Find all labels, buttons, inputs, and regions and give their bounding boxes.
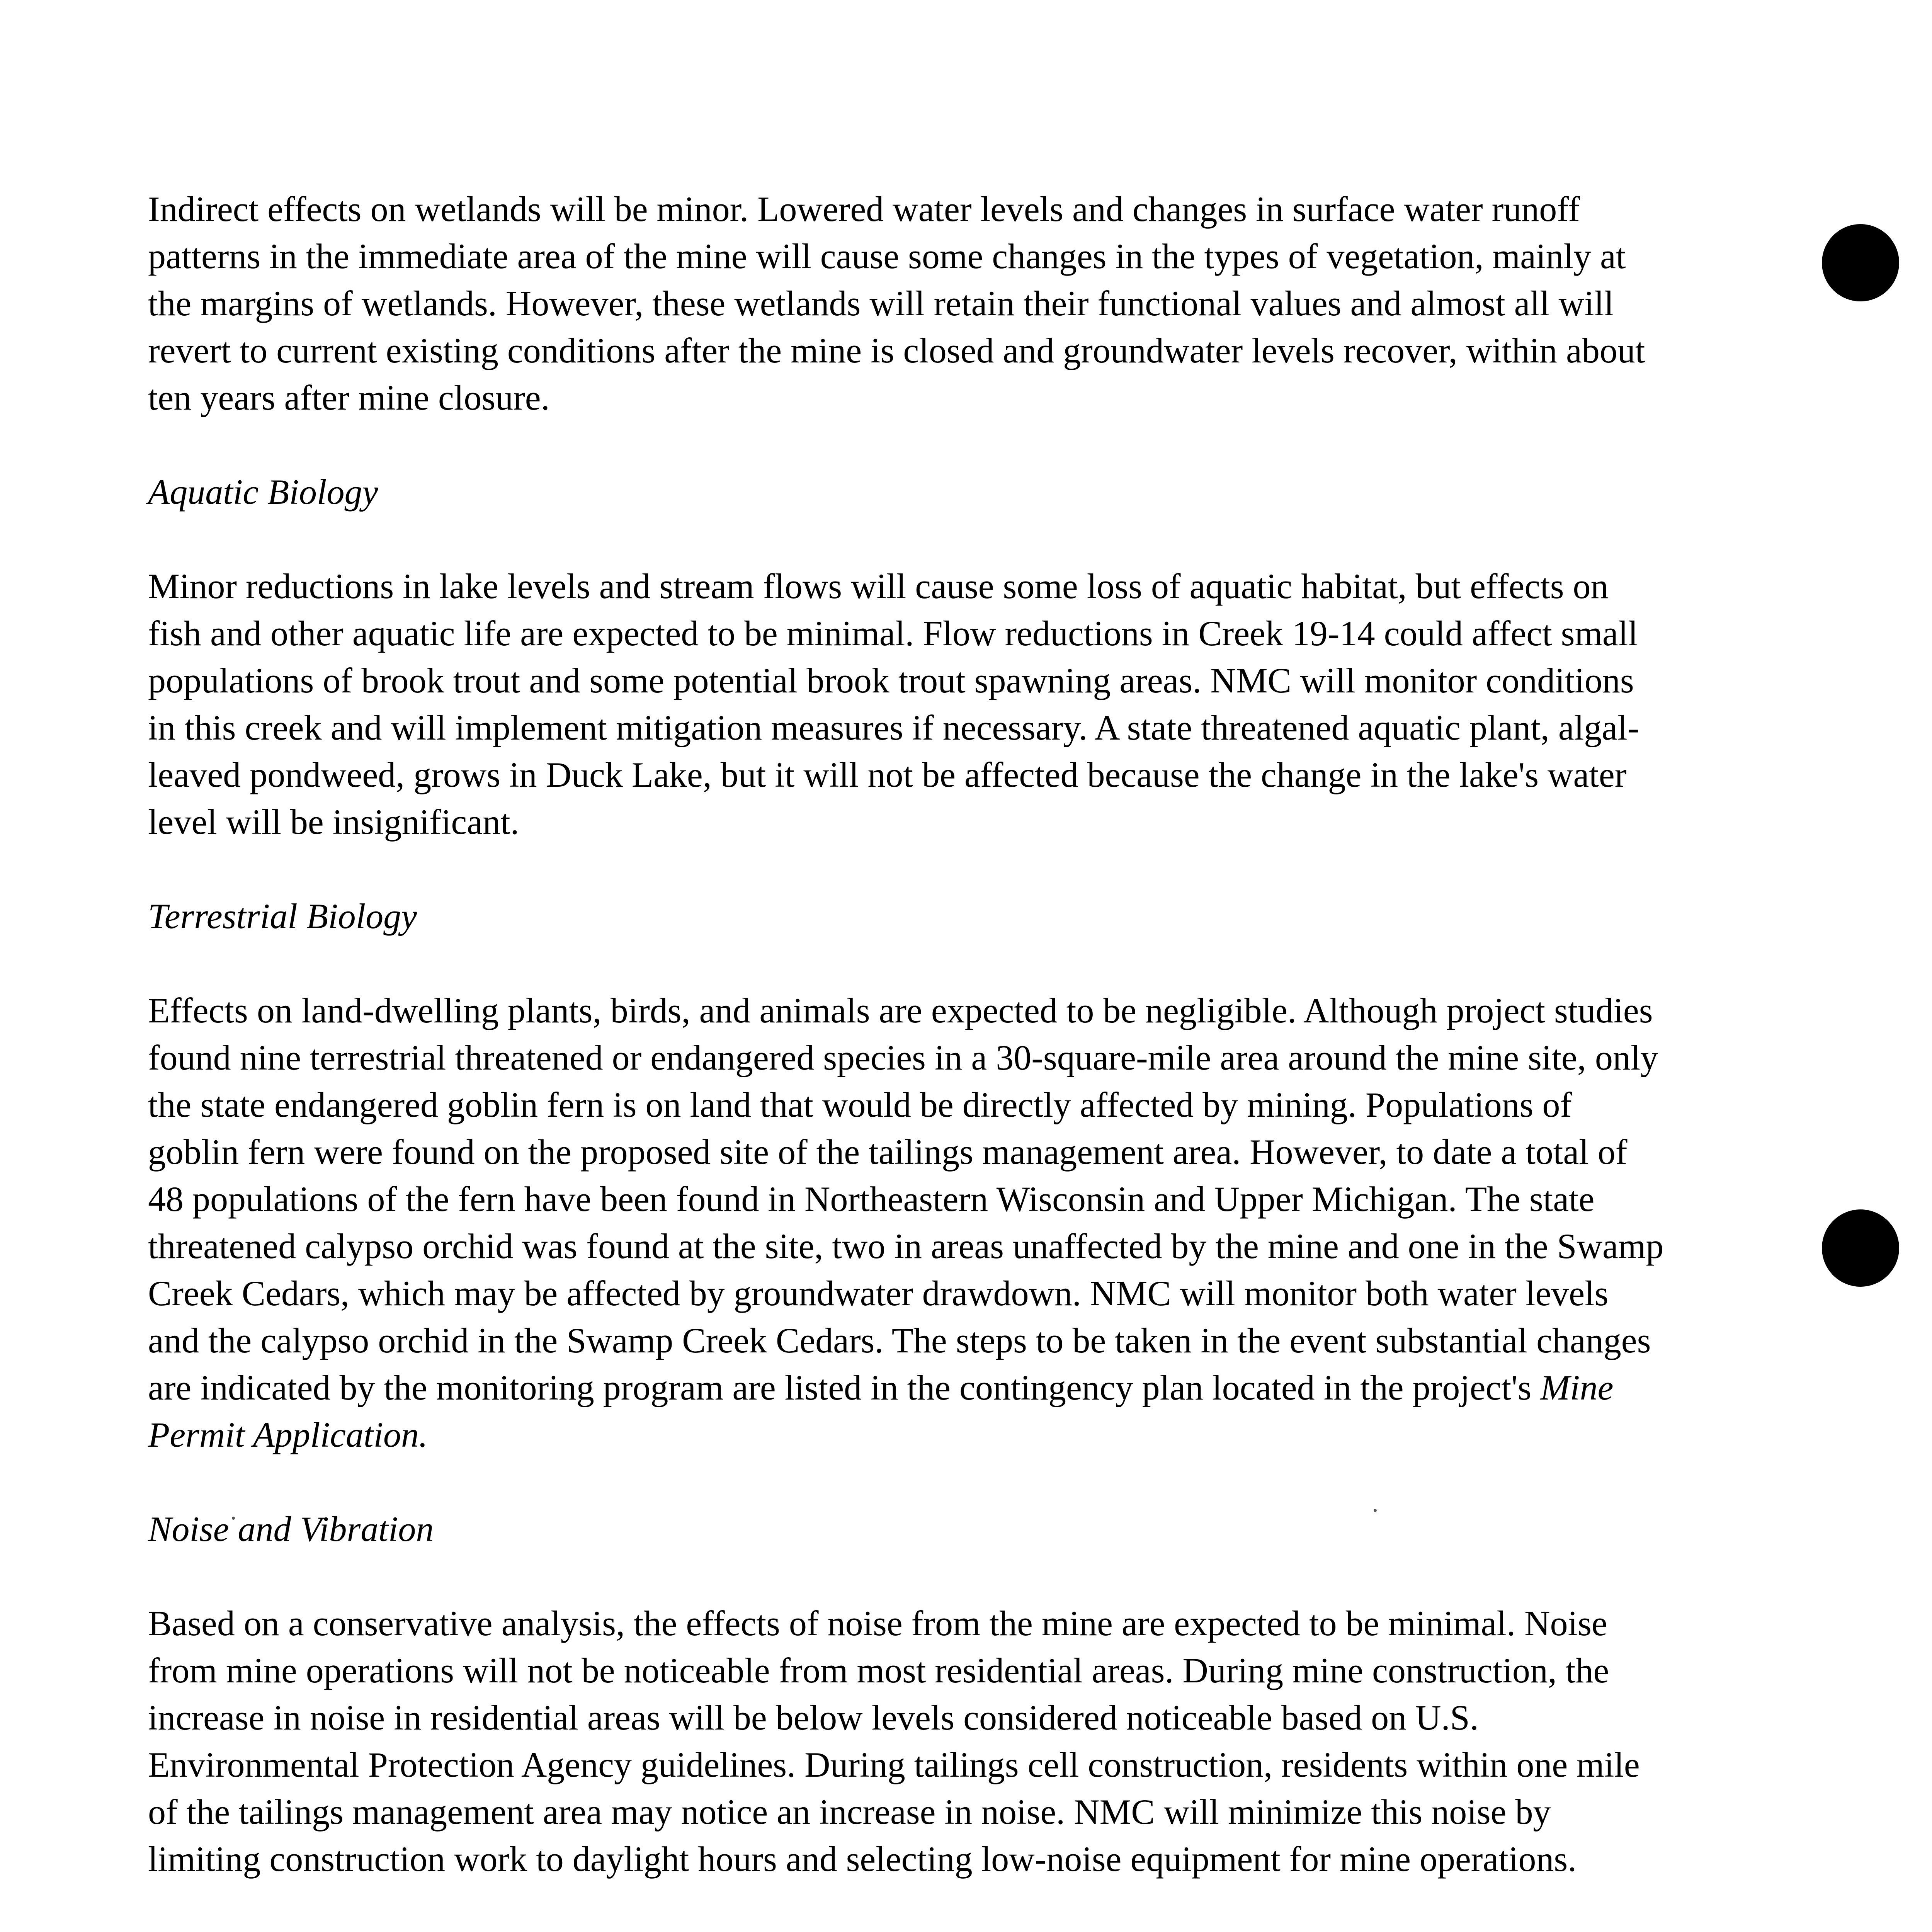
wetlands-paragraph: Indirect effects on wetlands will be minor. Lowered water levels and changes in surface water runoff patterns in the immediate area of the mine will cause some changes in the types of vegetation, mainly at the margins of wetlands. However, these wetlands will retain their functional values and almost all will revert to current existing conditions after the mine is closed and groundwater levels recover, within about ten years after mine closure. <box>148 189 1645 417</box>
noise-paragraph: Based on a conservative analysis, the effects of noise from the mine are expected to be minimal. Noise from mine operations will not be noticeable from most residential areas. During mine construction, the increase in noise in residential areas will be below levels considered noticeable based on U.S. Environmental Protection Agency guidelines. During tailings cell construction, residents within one mile of the tailings management area may notice an increase in noise. NMC will minimize this noise by limiting construction work to daylight hours and selecting low-noise equipment for mine operations. <box>148 1604 1640 1879</box>
terrestrial-biology-heading: Terrestrial Biology <box>148 896 417 936</box>
aquatic-biology-heading: Aquatic Biology <box>148 472 378 512</box>
document-body <box>148 185 1667 1932</box>
terrestrial-biology-text: Effects on land-dwelling plants, birds, and animals are expected to be negligible. Although project studies found nine terrestrial threatened or endangered species in a 30-square-mile area around the mine site, only the state endangered goblin fern is on land that would be directly affected by mining. Populations of goblin fern were found on the proposed site of the tailings management area. However, to date a total of 48 populations of the fern have been found in Northeastern Wisconsin and Upper Michigan. The state threatened calypso orchid was found at the site, two in areas unaffected by the mine and one in the Swamp Creek Cedars, which may be affected by groundwater drawdown. NMC will monitor both water levels and the calypso orchid in the Swamp Creek Cedars. The steps to be taken in the event substantial changes are indicated by the monitoring program are listed in the contingency plan located in the project's <box>148 991 1664 1407</box>
noise-and-vibration-heading: Noise and Vibration <box>148 1509 434 1549</box>
vibration-paragraph <box>148 1930 1667 1932</box>
binder-hole-middle <box>1822 1209 1899 1287</box>
aquatic-biology-paragraph: Minor reductions in lake levels and stream flows will cause some loss of aquatic habitat, but effects on fish and other aquatic life are expected to be minimal. Flow reductions in Creek 19-14 could affect small populations of brook trout and some potential brook trout spawning areas. NMC will monitor conditions in this creek and will implement mitigation measures if necessary. A state threatened aquatic plant, algal-leaved pondweed, grows in Duck Lake, but it will not be affected because the change in the lake's water level will be insignificant. <box>148 566 1639 842</box>
terrestrial-biology-paragraph <box>148 987 1667 1458</box>
mine-permit-application-reference: Mine Permit Application. <box>148 1368 1614 1454</box>
binder-hole-top <box>1822 224 1899 301</box>
